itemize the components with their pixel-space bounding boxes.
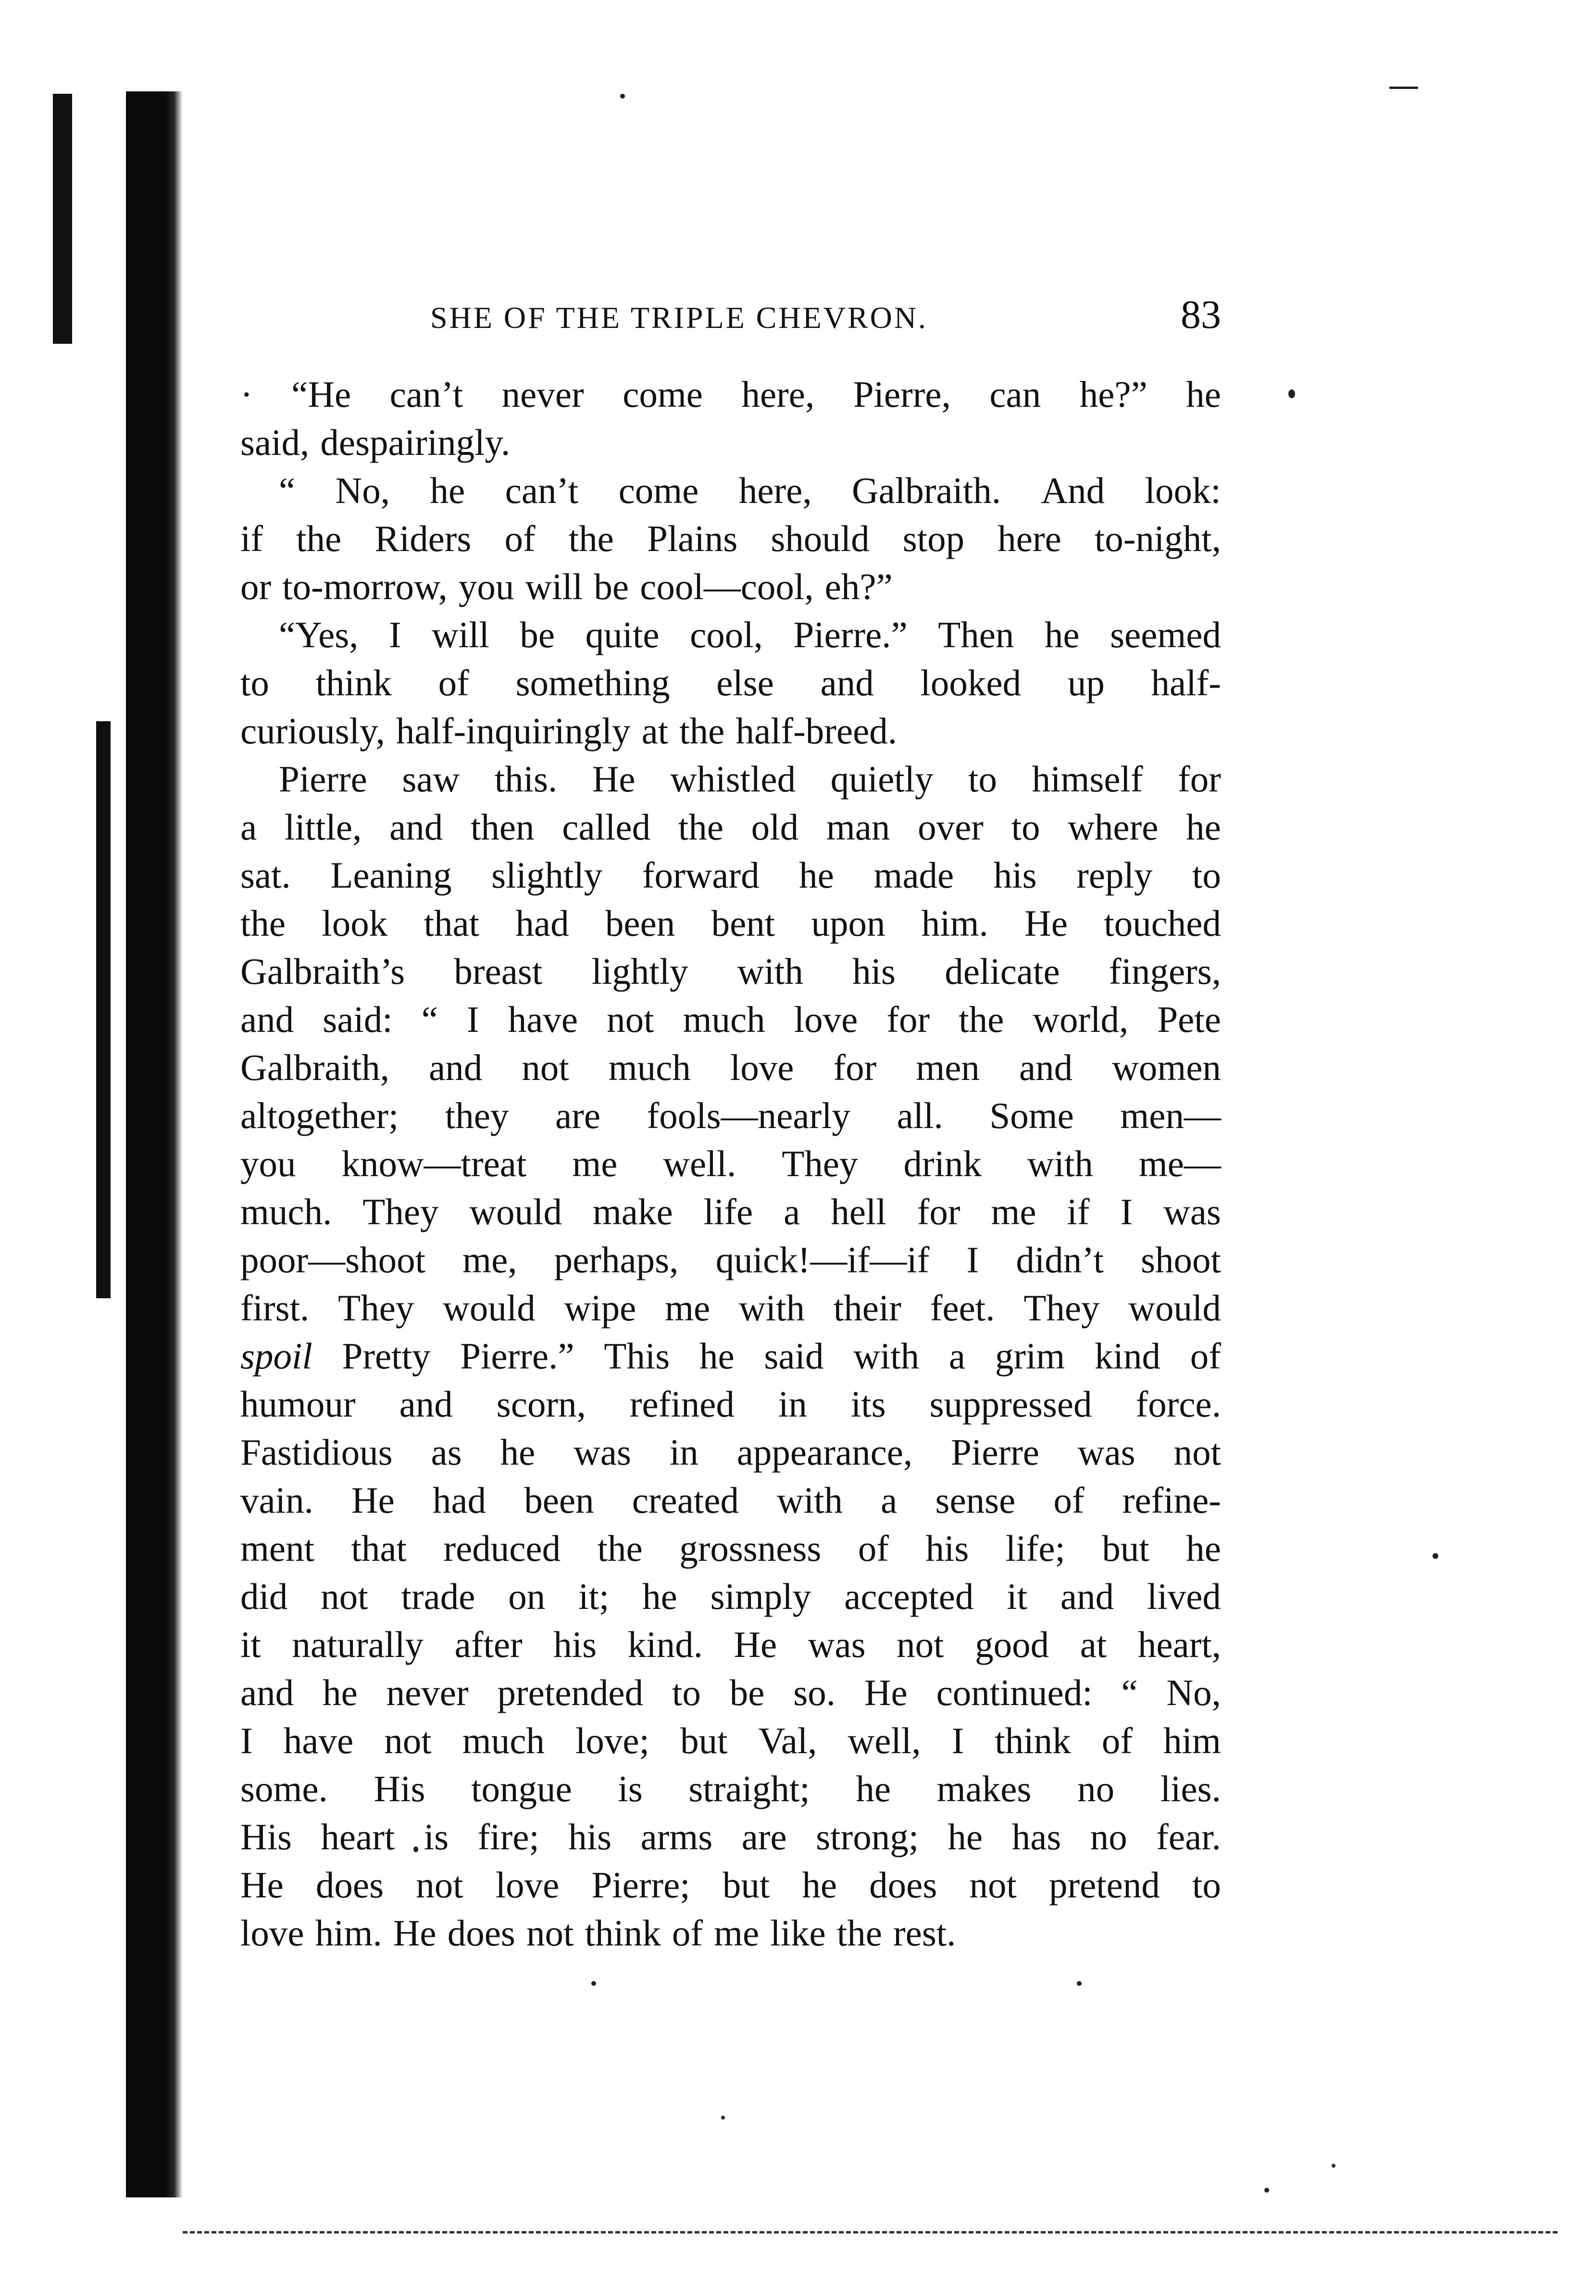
text-line: or to-morrow, you will be cool—cool, eh?” xyxy=(240,566,893,607)
text-line: love him. He does not think of me like the rest. xyxy=(240,1912,956,1954)
text-line: poor—shoot me, perhaps, quick!—if—if I didn’t shoot xyxy=(240,1239,1221,1280)
text-line: and he never pretended to be so. He continued: “ No, xyxy=(240,1672,1221,1713)
page-header xyxy=(240,289,1221,341)
text-line: altogether; they are fools—nearly all. Some men— xyxy=(240,1095,1221,1136)
text-line: you know—treat me well. They drink with me— xyxy=(240,1143,1221,1184)
text-line: spoil Pretty Pierre.” This he said with a grim kind of xyxy=(240,1335,1221,1377)
text-line: some. His tongue is straight; he makes no lies. xyxy=(240,1768,1221,1809)
text-line: ment that reduced the grossness of his life; but he xyxy=(240,1528,1221,1569)
text-line: “Yes, I will be quite cool, Pierre.” Then he seemed xyxy=(279,614,1221,655)
text-line: much. They would make life a hell for me if I was xyxy=(240,1191,1221,1232)
text-line: I have not much love; but Val, well, I think of him xyxy=(240,1720,1221,1761)
text-line: He does not love Pierre; but he does not pretend to xyxy=(240,1864,1221,1906)
text-line: first. They would wipe me with their feet. They would xyxy=(240,1287,1221,1329)
text-line: “ No, he can’t come here, Galbraith. And look: xyxy=(279,470,1221,511)
text-line: · “He can’t never come here, Pierre, can he?” he xyxy=(240,374,1221,415)
text-line: curiously, half-inquiringly at the half-breed. xyxy=(240,710,898,752)
page-number: 83 xyxy=(1181,292,1221,337)
text-line: if the Riders of the Plains should stop here to-night, xyxy=(240,518,1221,559)
bottom-rule xyxy=(183,2231,1558,2233)
binding-shadow xyxy=(126,91,183,2197)
text-line: to think of something else and looked up half- xyxy=(240,662,1221,703)
body-text xyxy=(240,370,1221,1957)
text-line: Galbraith, and not much love for men and women xyxy=(240,1047,1221,1088)
binding-edge-top xyxy=(53,94,72,344)
text-line: it naturally after his kind. He was not good at heart, xyxy=(240,1624,1221,1665)
binding-edge-middle xyxy=(96,721,111,1298)
text-line: Fastidious as he was in appearance, Pierre was not xyxy=(240,1431,1221,1473)
text-line: Galbraith’s breast lightly with his delicate fingers, xyxy=(240,951,1221,992)
text-line: a little, and then called the old man over to where he xyxy=(240,806,1221,848)
text-line: sat. Leaning slightly forward he made his reply to xyxy=(240,854,1221,896)
text-line: vain. He had been created with a sense of refine- xyxy=(240,1480,1221,1521)
running-head: SHE OF THE TRIPLE CHEVRON. xyxy=(430,301,928,335)
text-line: Pierre saw this. He whistled quietly to himself for xyxy=(279,758,1221,800)
text-line: the look that had been bent upon him. He touched xyxy=(240,903,1221,944)
text-line: said, despairingly. xyxy=(240,422,511,463)
text-line: His heart is fire; his arms are strong; he has no fear. xyxy=(240,1816,1221,1857)
text-line: and said: “ I have not much love for the world, Pete xyxy=(240,999,1221,1040)
text-line: did not trade on it; he simply accepted it and lived xyxy=(240,1576,1221,1617)
text-line: humour and scorn, refined in its suppressed force. xyxy=(240,1383,1221,1425)
